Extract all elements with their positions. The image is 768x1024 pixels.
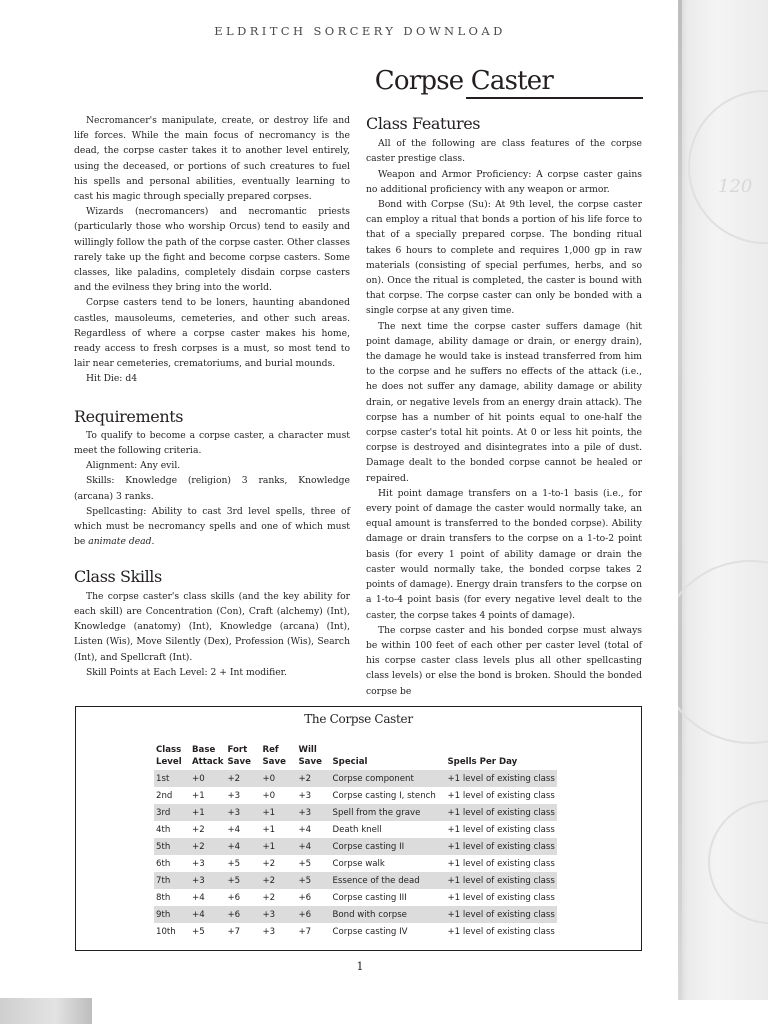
cell-level: 9th	[154, 906, 190, 923]
cell-ref: +2	[262, 858, 276, 869]
cell-base-attack: +2	[192, 824, 205, 835]
cell-spells: +1 level of existing class	[445, 838, 557, 855]
header-spells-per-day: Spells Per Day	[447, 757, 518, 767]
intro-paragraph-1: Necromancer's manipulate, create, or destroy life and life forces. While the main focus of necromancy is the dead, the corpse caster takes it to another level entirely, using the deceased, or portions of such creatures to fuel his spells and personal abilities, eventually learning to cast his magic through specially prepared corpses.	[74, 115, 350, 203]
page-edge-shadow	[678, 0, 682, 1000]
right-column	[366, 116, 642, 699]
cell-level: 10th	[156, 926, 176, 937]
cell-special: Corpse casting IV	[332, 926, 408, 937]
cell-ref: +0	[262, 790, 276, 801]
left-column	[74, 113, 350, 680]
table-row	[154, 838, 557, 855]
cell-fort: +4	[225, 838, 260, 855]
cell-special: Essence of the dead	[330, 872, 445, 889]
decorative-ring	[688, 90, 768, 244]
cell-special: Corpse casting I, stench	[332, 790, 436, 801]
cell-fort: +5	[227, 858, 241, 869]
table-row	[154, 804, 557, 821]
cell-base-attack: +2	[190, 838, 225, 855]
cell-fort: +2	[225, 770, 260, 787]
req-spellcasting-lead: Spellcasting: Ability to cast 3rd level spells, three of which must be necromancy spells and one of which must be	[74, 505, 350, 548]
features-paragraph-1: All of the following are class features of the corpse caster prestige class.	[366, 138, 642, 165]
class-table-box	[75, 706, 642, 951]
margin-art	[678, 0, 768, 1000]
table-row	[154, 923, 557, 940]
requirements-intro: To qualify to become a corpse caster, a character must meet the following criteria.	[74, 429, 350, 457]
table-header-row	[154, 744, 557, 770]
bottom-corner-art	[0, 998, 92, 1024]
cell-fort: +6	[225, 906, 260, 923]
cell-spells: +1 level of existing class	[445, 770, 557, 787]
cell-ref: +0	[260, 770, 296, 787]
table-row	[154, 906, 557, 923]
cell-will: +4	[296, 838, 330, 855]
table-title: The Corpse Caster	[304, 712, 413, 726]
cell-spells: +1 level of existing class	[447, 926, 555, 937]
req-spellcasting	[74, 504, 350, 550]
features-paragraph-6: The corpse caster and his bonded corpse must always be within 100 feet of each other per caster level (total of his corpse caster class levels plus all other spellcasting class levels) or else the bond is broken. Should the bonded corpse be	[366, 624, 642, 697]
cell-will: +7	[298, 926, 312, 937]
cell-spells: +1 level of existing class	[445, 804, 557, 821]
req-alignment: Alignment: Any evil.	[86, 460, 181, 472]
intro-paragraph-2: Wizards (necromancers) and necromantic priests (particularly those who worship Orcus) tend to easily and willingly follow the path of the corpse caster. Other classes rarely take up the fight and become corpse casters. Some classes, like paladins, completely disdain corpse casters and the evilness they bring into the world.	[74, 206, 351, 294]
cell-fort: +3	[227, 790, 241, 801]
cell-special: Corpse casting II	[330, 838, 445, 855]
cell-will: +5	[298, 858, 312, 869]
running-head: ELDRITCH SORCERY DOWNLOAD	[214, 24, 506, 38]
cell-base-attack: +4	[190, 906, 225, 923]
header-special: Special	[332, 757, 368, 767]
cell-will: +4	[298, 824, 312, 835]
header-fort-save: Fort Save	[227, 745, 251, 767]
cell-base-attack: +0	[190, 770, 225, 787]
class-progression-table	[154, 744, 557, 940]
cell-ref: +2	[262, 892, 276, 903]
class-skills-heading: Class Skills	[74, 567, 162, 587]
features-paragraph-3: Bond with Corpse (Su): At 9th level, the corpse caster can employ a ritual that bonds a portion of his life force to that of a specially prepared corpse. The bonding ritual takes 6 hours to complete and requires 1,000 gp in raw materials (consisting of special perfumes, herbs, and so on). Once the ritual is completed, the caster is bound with that corpse. The corpse caster can only be bonded with a single corpse at any given time.	[366, 199, 642, 317]
hit-die: Hit Die: d4	[86, 373, 138, 385]
cell-level: 4th	[156, 824, 171, 835]
cell-fort: +3	[225, 804, 260, 821]
cell-level: 1st	[154, 770, 190, 787]
features-paragraph-4: The next time the corpse caster suffers damage (hit point damage, ability damage or drain, or energy drain), the damage he would take is instead transferred from him to the corpse and he suffers no effects of the attack (i.e., he does not suffer any damage, ability damage or ability drain, or negative levels from an energy drain attack). The corpse has a number of hit points equal to one-half the corpse caster's total hit points. At 0 or less hit points, the corpse is destroyed and disintegrates into a pile of dust. Damage dealt to the bonded corpse cannot be healed or repaired.	[366, 320, 642, 484]
header-ref-save: Ref Save	[262, 745, 286, 767]
cell-base-attack: +1	[192, 790, 205, 801]
cell-will: +5	[296, 872, 330, 889]
decorative-ring	[708, 800, 768, 924]
cell-ref: +1	[260, 838, 296, 855]
features-paragraph-2: Weapon and Armor Proficiency: A corpse caster gains no additional proficiency with any weapon or armor.	[366, 168, 642, 195]
cell-will: +3	[296, 804, 330, 821]
table-row	[154, 855, 557, 872]
animate-dead-spell: animate dead	[88, 536, 152, 548]
cell-level: 5th	[154, 838, 190, 855]
table-row	[154, 770, 557, 787]
req-spellcasting-end: .	[151, 536, 155, 548]
cell-spells: +1 level of existing class	[447, 824, 555, 835]
cell-level: 6th	[156, 858, 171, 869]
cell-spells: +1 level of existing class	[447, 892, 555, 903]
class-skills-text: The corpse caster's class skills (and the key ability for each skill) are Concentration (Con), Craft (alchemy) (Int), Knowledge (anatomy) (Int), Knowledge (arcana) (Int), Listen (Wis), Move Silently (Dex), Profession (Wis), Search (Int), and Spellcraft (Int).	[74, 590, 350, 663]
cell-base-attack: +4	[192, 892, 205, 903]
cell-special: Corpse component	[330, 770, 445, 787]
table-row	[154, 787, 557, 804]
cell-fort: +5	[225, 872, 260, 889]
cell-will: +6	[296, 906, 330, 923]
cell-will: +2	[296, 770, 330, 787]
cell-level: 3rd	[154, 804, 190, 821]
cell-base-attack: +3	[190, 872, 225, 889]
cell-base-attack: +3	[192, 858, 205, 869]
table-row	[154, 889, 557, 906]
class-features-heading: Class Features	[366, 114, 481, 133]
cell-spells: +1 level of existing class	[445, 906, 557, 923]
cell-spells: +1 level of existing class	[445, 872, 557, 889]
table-row	[154, 872, 557, 889]
cell-ref: +2	[260, 872, 296, 889]
cell-will: +6	[298, 892, 312, 903]
cell-special: Spell from the grave	[330, 804, 445, 821]
margin-art-number: 120	[718, 176, 753, 197]
cell-ref: +1	[260, 804, 296, 821]
cell-ref: +3	[262, 926, 276, 937]
cell-level: 7th	[154, 872, 190, 889]
intro-paragraph-3: Corpse casters tend to be loners, haunting abandoned castles, mausoleums, cemeteries, and other such areas. Regardless of where a corpse caster makes his home, ready access to fresh corpses is a must, so most tend to lair near cemeteries, crematoriums, and burial mounds.	[74, 297, 350, 370]
cell-ref: +3	[260, 906, 296, 923]
title-rule	[466, 97, 643, 99]
cell-fort: +4	[227, 824, 241, 835]
skill-points: Skill Points at Each Level: 2 + Int modifier.	[86, 666, 287, 678]
cell-special: Bond with corpse	[330, 906, 445, 923]
cell-spells: +1 level of existing class	[447, 858, 555, 869]
cell-ref: +1	[262, 824, 276, 835]
header-class-level: Class Level	[156, 745, 182, 767]
cell-level: 8th	[156, 892, 171, 903]
table-row	[154, 821, 557, 838]
cell-fort: +6	[227, 892, 241, 903]
requirements-heading: Requirements	[74, 406, 184, 426]
cell-special: Death knell	[332, 824, 382, 835]
req-skills: Skills: Knowledge (religion) 3 ranks, Knowledge (arcana) 3 ranks.	[74, 475, 350, 502]
header-base-attack: Base Attack	[192, 745, 224, 767]
decorative-ring	[678, 560, 768, 744]
page-number: 1	[356, 960, 364, 973]
features-paragraph-5: Hit point damage transfers on a 1-to-1 basis (i.e., for every point of damage the caster would normally take, an equal amount is transferred to the bonded corpse). Ability damage or drain transfers to the corpse on a 1-to-2 point basis (for every 1 point of ability damage or drain the caster would normally take, the bonded corpse takes 2 points of damage). Energy drain transfers to the corpse on a 1-to-4 point basis (for every negative level dealt to the caster, the corpse takes 4 points of damage).	[366, 487, 642, 621]
cell-will: +3	[298, 790, 312, 801]
cell-level: 2nd	[156, 790, 173, 801]
cell-special: Corpse walk	[332, 858, 385, 869]
header-will-save: Will Save	[298, 745, 322, 767]
cell-base-attack: +1	[190, 804, 225, 821]
cell-special: Corpse casting III	[332, 892, 407, 903]
bottom-strip	[0, 1000, 768, 1024]
cell-fort: +7	[227, 926, 241, 937]
cell-spells: +1 level of existing class	[447, 790, 555, 801]
chapter-title: Corpse Caster	[374, 66, 553, 96]
cell-base-attack: +5	[192, 926, 205, 937]
